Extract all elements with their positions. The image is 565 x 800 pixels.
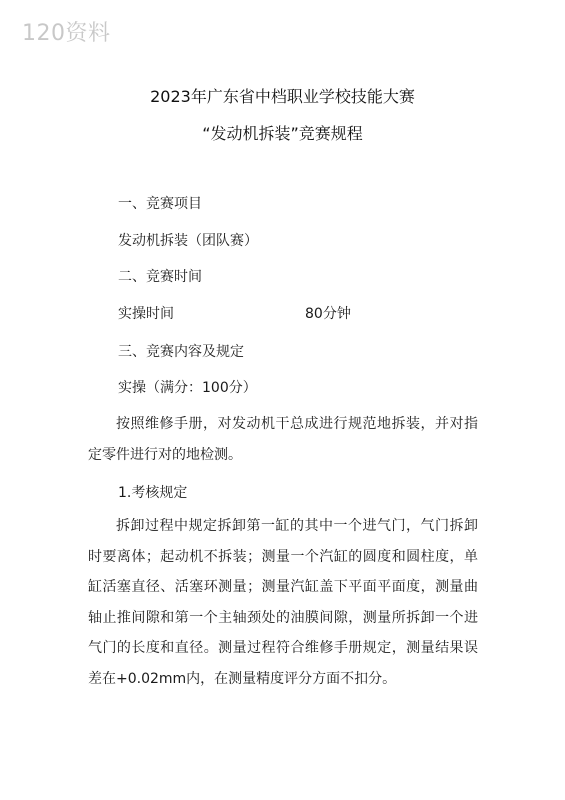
section-1-heading: 一、竞赛项目 — [118, 196, 202, 212]
section-3-paragraph: 按照维修手册，对发动机干总成进行规范地拆装，并对指定零件进行对的地检测。 — [88, 416, 478, 463]
section-3-heading: 三、竞赛内容及规定 — [118, 344, 244, 360]
practical-time-value: 80分钟 — [305, 306, 351, 322]
rules-heading: 1.考核规定 — [118, 485, 188, 501]
rules-paragraph: 拆卸过程中规定拆卸第一缸的其中一个进气门，气门拆卸时要离体；起动机不拆装；测量一个汽缸的圆度和圆柱度，单缸活塞直径、活塞环测量；测量汽缸盖下平面平面度，测量曲轴止推间隙和第一个主轴颈处的油膜间隙，测量所拆卸一个进气门的长度和直径。测量过程符合维修手册规定，测量结果误差在+0.02mm内，在测量精度评分方面不扣分。 — [88, 518, 478, 687]
document-subtitle: “发动机拆装”竞赛规程 — [202, 124, 363, 143]
watermark: 120资料 — [22, 21, 111, 46]
section-2-heading: 二、竞赛时间 — [118, 269, 202, 285]
practical-time-label: 实操时间 — [118, 306, 174, 322]
section-1-content: 发动机拆装（团队赛） — [118, 233, 258, 249]
section-3-subheading: 实操（满分：100分） — [118, 380, 257, 396]
document-title: 2023年广东省中档职业学校技能大赛 — [150, 87, 415, 106]
